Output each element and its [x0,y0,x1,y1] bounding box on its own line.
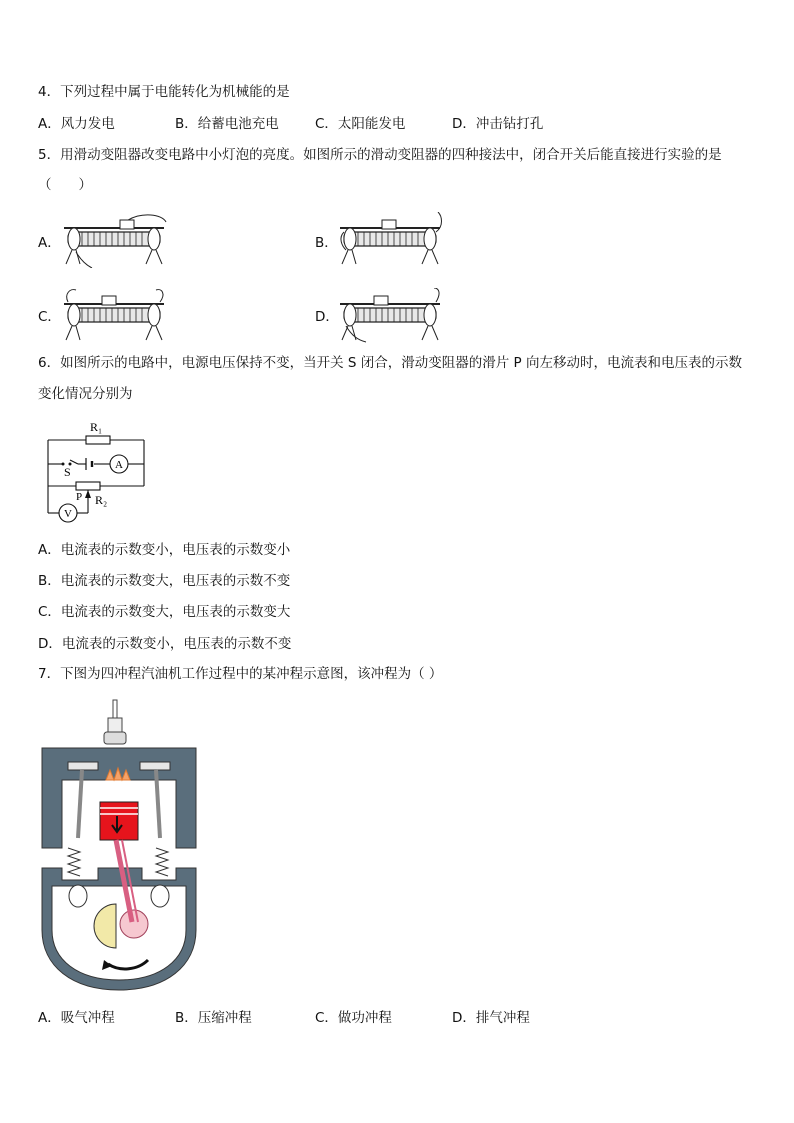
switch-label: S [64,465,71,479]
q6-option-b: B．电流表的示数变大，电压表的示数不变 [38,573,291,589]
q6-option-d: D．电流表的示数变小，电压表的示数不变 [38,636,292,652]
q7-option-b: B．压缩冲程 [175,1010,252,1026]
r1-resistor [86,436,110,444]
voltmeter-label: V [64,508,72,520]
q6-stem-line1: 6．如图所示的电路中，电源电压保持不变，当开关 S 闭合，滑动变阻器的滑片 P 向左移动时，电流表和电压表的示数 [38,355,742,371]
q5-label-b: B． [315,235,338,251]
q7-option-c: C．做功冲程 [315,1010,392,1026]
q6-option-a: A．电流表的示数变小，电压表的示数变小 [38,542,291,558]
q4-option-c: C．太阳能发电 [315,116,406,132]
rheostat-figure-c [62,288,170,344]
q4-stem: 4．下列过程中属于电能转化为机械能的是 [38,84,290,100]
q6-stem-line2: 变化情况分别为 [38,386,133,402]
q5-label-c: C． [38,309,61,325]
rheostat-figure-d [338,288,446,344]
circuit-diagram [40,418,152,528]
slider-p-label: P [76,491,83,503]
q6-option-c: C．电流表的示数变大，电压表的示数变大 [38,604,291,620]
r2-label: R₂ [95,493,108,507]
q7-option-d: D．排气冲程 [452,1010,530,1026]
q5-stem: 5．用滑动变阻器改变电路中小灯泡的亮度。如图所示的滑动变阻器的四种接法中，闭合开关后能直接进行实验的是 [38,147,722,163]
q5-label-a: A． [38,235,61,251]
rheostat-figure-a [62,212,170,268]
q7-option-a: A．吸气冲程 [38,1010,115,1026]
r1-label: R₁ [90,420,103,434]
q4-option-a: A．风力发电 [38,116,115,132]
q4-option-d: D．冲击钻打孔 [452,116,544,132]
q5-blank: （ ） [38,177,92,193]
q4-option-b: B．给蓄电池充电 [175,116,279,132]
q5-label-d: D． [315,309,339,325]
ammeter-label: A [115,459,123,471]
q7-stem: 7．下图为四冲程汽油机工作过程中的某冲程示意图，该冲程为（ ） [38,666,443,682]
rheostat-figure-b [338,212,446,268]
r2-rheostat [76,482,100,490]
engine-stroke-diagram [38,698,200,994]
